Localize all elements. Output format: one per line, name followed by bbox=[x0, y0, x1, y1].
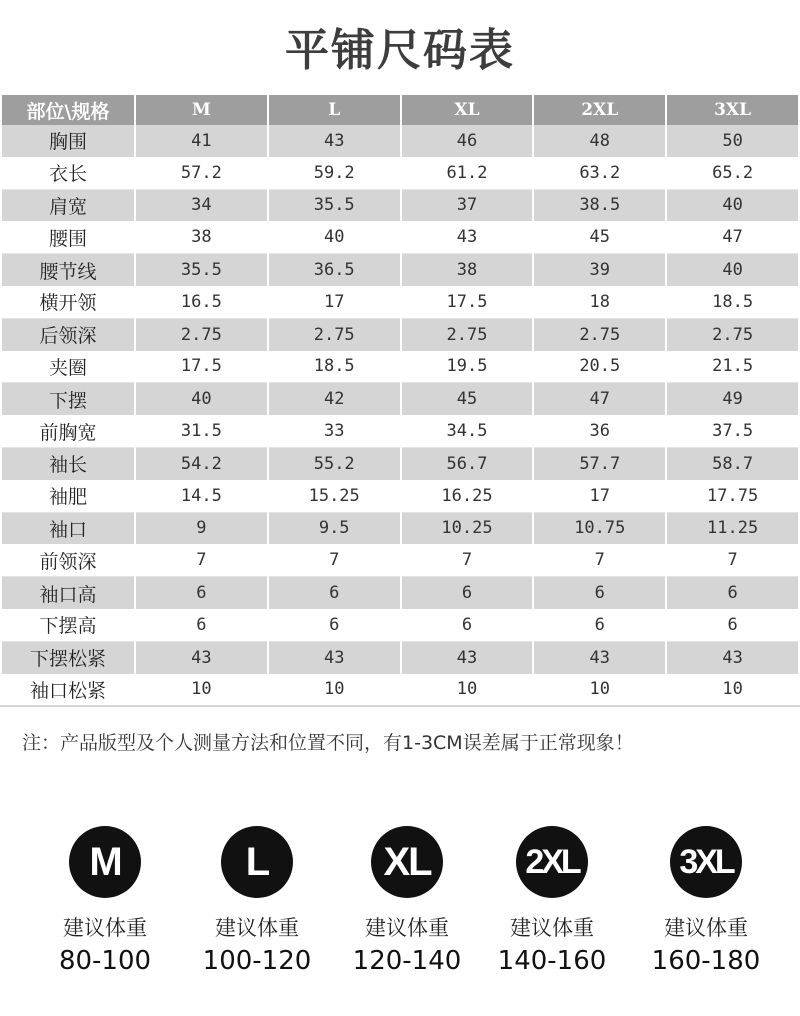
table-cell: 18.5 bbox=[666, 286, 799, 318]
table-cell: 10 bbox=[268, 674, 401, 707]
table-cell: 43 bbox=[401, 221, 534, 253]
row-part-label: 下摆 bbox=[1, 383, 135, 415]
table-row bbox=[1, 609, 799, 641]
table-cell: 54.2 bbox=[135, 447, 268, 479]
table-cell: 16.5 bbox=[135, 286, 268, 318]
header-size-2xl: 2XL bbox=[533, 95, 666, 125]
table-row bbox=[1, 544, 799, 576]
table-cell: 34.5 bbox=[401, 415, 534, 447]
table-cell: 43 bbox=[666, 641, 799, 673]
table-cell: 17 bbox=[533, 480, 666, 512]
table-cell: 43 bbox=[268, 125, 401, 157]
page-title: 平铺尺码表 bbox=[285, 25, 515, 76]
table-cell: 61.2 bbox=[401, 157, 534, 189]
table-cell: 40 bbox=[666, 254, 799, 286]
table-cell: 6 bbox=[135, 577, 268, 609]
measurement-note: 注：产品版型及个人测量方法和位置不同，有1-3CM误差属于正常现象！ bbox=[22, 732, 634, 754]
table-cell: 40 bbox=[268, 221, 401, 253]
size-table bbox=[0, 95, 800, 707]
table-header-row bbox=[1, 95, 799, 125]
table-cell: 11.25 bbox=[666, 512, 799, 544]
table-cell: 43 bbox=[268, 641, 401, 673]
table-cell: 42 bbox=[268, 383, 401, 415]
row-part-label: 前领深 bbox=[1, 544, 135, 576]
size-badge: L bbox=[221, 826, 293, 898]
table-cell: 6 bbox=[666, 609, 799, 641]
table-cell: 10 bbox=[666, 674, 799, 707]
table-cell: 10 bbox=[401, 674, 534, 707]
weight-range: 160-180 bbox=[651, 946, 761, 976]
table-row bbox=[1, 157, 799, 189]
table-cell: 45 bbox=[401, 383, 534, 415]
table-cell: 17.5 bbox=[135, 351, 268, 383]
table-cell: 10 bbox=[533, 674, 666, 707]
table-cell: 20.5 bbox=[533, 351, 666, 383]
row-part-label: 袖口 bbox=[1, 512, 135, 544]
table-cell: 45 bbox=[533, 221, 666, 253]
size-badge: 2XL bbox=[516, 826, 588, 898]
table-cell: 43 bbox=[135, 641, 268, 673]
table-cell: 10.75 bbox=[533, 512, 666, 544]
table-cell: 2.75 bbox=[401, 318, 534, 350]
size-badge: M bbox=[69, 826, 141, 898]
table-cell: 43 bbox=[533, 641, 666, 673]
weight-label: 建议体重 bbox=[365, 916, 449, 940]
weight-label: 建议体重 bbox=[215, 916, 299, 940]
row-part-label: 前胸宽 bbox=[1, 415, 135, 447]
table-cell: 59.2 bbox=[268, 157, 401, 189]
table-cell: 9.5 bbox=[268, 512, 401, 544]
table-cell: 16.25 bbox=[401, 480, 534, 512]
table-cell: 17.5 bbox=[401, 286, 534, 318]
table-cell: 36 bbox=[533, 415, 666, 447]
table-row bbox=[1, 674, 799, 707]
weight-guide bbox=[0, 826, 800, 996]
header-size-m: M bbox=[135, 95, 268, 125]
table-cell: 47 bbox=[533, 383, 666, 415]
row-part-label: 袖口松紧 bbox=[1, 674, 135, 707]
table-cell: 63.2 bbox=[533, 157, 666, 189]
table-row bbox=[1, 189, 799, 221]
table-cell: 37.5 bbox=[666, 415, 799, 447]
row-part-label: 夹圈 bbox=[1, 351, 135, 383]
table-cell: 17.75 bbox=[666, 480, 799, 512]
table-cell: 57.7 bbox=[533, 447, 666, 479]
size-badge: 3XL bbox=[670, 826, 742, 898]
table-row bbox=[1, 415, 799, 447]
row-part-label: 衣长 bbox=[1, 157, 135, 189]
table-cell: 2.75 bbox=[666, 318, 799, 350]
weight-range: 120-140 bbox=[352, 946, 462, 976]
row-part-label: 下摆松紧 bbox=[1, 641, 135, 673]
table-cell: 6 bbox=[401, 577, 534, 609]
row-part-label: 下摆高 bbox=[1, 609, 135, 641]
table-cell: 40 bbox=[135, 383, 268, 415]
table-cell: 6 bbox=[401, 609, 534, 641]
table-row bbox=[1, 254, 799, 286]
table-cell: 57.2 bbox=[135, 157, 268, 189]
table-row bbox=[1, 577, 799, 609]
weight-label: 建议体重 bbox=[63, 916, 147, 940]
table-cell: 6 bbox=[135, 609, 268, 641]
table-cell: 41 bbox=[135, 125, 268, 157]
table-row bbox=[1, 351, 799, 383]
table-cell: 6 bbox=[268, 609, 401, 641]
weight-range: 140-160 bbox=[497, 946, 607, 976]
table-cell: 17 bbox=[268, 286, 401, 318]
table-cell: 31.5 bbox=[135, 415, 268, 447]
table-cell: 18 bbox=[533, 286, 666, 318]
table-row bbox=[1, 286, 799, 318]
table-cell: 49 bbox=[666, 383, 799, 415]
table-row bbox=[1, 125, 799, 157]
weight-item bbox=[30, 826, 180, 976]
table-cell: 47 bbox=[666, 221, 799, 253]
table-cell: 38 bbox=[401, 254, 534, 286]
table-cell: 7 bbox=[401, 544, 534, 576]
table-cell: 36.5 bbox=[268, 254, 401, 286]
table-cell: 6 bbox=[533, 577, 666, 609]
table-row bbox=[1, 221, 799, 253]
table-cell: 34 bbox=[135, 189, 268, 221]
table-cell: 2.75 bbox=[533, 318, 666, 350]
table-cell: 7 bbox=[135, 544, 268, 576]
table-cell: 7 bbox=[666, 544, 799, 576]
weight-range: 100-120 bbox=[202, 946, 312, 976]
table-cell: 35.5 bbox=[135, 254, 268, 286]
table-row bbox=[1, 447, 799, 479]
table-cell: 10 bbox=[135, 674, 268, 707]
table-cell: 2.75 bbox=[135, 318, 268, 350]
table-cell: 56.7 bbox=[401, 447, 534, 479]
table-cell: 15.25 bbox=[268, 480, 401, 512]
table-row bbox=[1, 641, 799, 673]
table-row bbox=[1, 512, 799, 544]
table-cell: 18.5 bbox=[268, 351, 401, 383]
header-size-xl: XL bbox=[401, 95, 534, 125]
weight-item bbox=[477, 826, 627, 976]
table-row bbox=[1, 383, 799, 415]
table-cell: 35.5 bbox=[268, 189, 401, 221]
row-part-label: 胸围 bbox=[1, 125, 135, 157]
size-badge: XL bbox=[371, 826, 443, 898]
row-part-label: 后领深 bbox=[1, 318, 135, 350]
table-cell: 6 bbox=[666, 577, 799, 609]
table-cell: 19.5 bbox=[401, 351, 534, 383]
table-cell: 37 bbox=[401, 189, 534, 221]
table-cell: 6 bbox=[268, 577, 401, 609]
table-cell: 33 bbox=[268, 415, 401, 447]
weight-label: 建议体重 bbox=[664, 916, 748, 940]
table-cell: 48 bbox=[533, 125, 666, 157]
weight-range: 80-100 bbox=[58, 946, 152, 976]
header-size-l: L bbox=[268, 95, 401, 125]
table-cell: 7 bbox=[533, 544, 666, 576]
table-cell: 38.5 bbox=[533, 189, 666, 221]
table-cell: 9 bbox=[135, 512, 268, 544]
table-cell: 7 bbox=[268, 544, 401, 576]
weight-label: 建议体重 bbox=[510, 916, 594, 940]
table-row bbox=[1, 318, 799, 350]
table-cell: 58.7 bbox=[666, 447, 799, 479]
row-part-label: 袖口高 bbox=[1, 577, 135, 609]
row-part-label: 腰节线 bbox=[1, 254, 135, 286]
table-cell: 10.25 bbox=[401, 512, 534, 544]
table-cell: 40 bbox=[666, 189, 799, 221]
table-cell: 43 bbox=[401, 641, 534, 673]
row-part-label: 肩宽 bbox=[1, 189, 135, 221]
weight-item bbox=[182, 826, 332, 976]
row-part-label: 腰围 bbox=[1, 221, 135, 253]
table-cell: 6 bbox=[533, 609, 666, 641]
table-row bbox=[1, 480, 799, 512]
table-cell: 55.2 bbox=[268, 447, 401, 479]
row-part-label: 袖肥 bbox=[1, 480, 135, 512]
table-cell: 65.2 bbox=[666, 157, 799, 189]
header-size-3xl: 3XL bbox=[666, 95, 799, 125]
table-cell: 39 bbox=[533, 254, 666, 286]
row-part-label: 袖长 bbox=[1, 447, 135, 479]
weight-item bbox=[631, 826, 781, 976]
table-cell: 21.5 bbox=[666, 351, 799, 383]
table-cell: 2.75 bbox=[268, 318, 401, 350]
table-cell: 46 bbox=[401, 125, 534, 157]
header-part: 部位\规格 bbox=[1, 95, 135, 125]
row-part-label: 横开领 bbox=[1, 286, 135, 318]
table-cell: 14.5 bbox=[135, 480, 268, 512]
table-cell: 38 bbox=[135, 221, 268, 253]
weight-item bbox=[332, 826, 482, 976]
table-cell: 50 bbox=[666, 125, 799, 157]
